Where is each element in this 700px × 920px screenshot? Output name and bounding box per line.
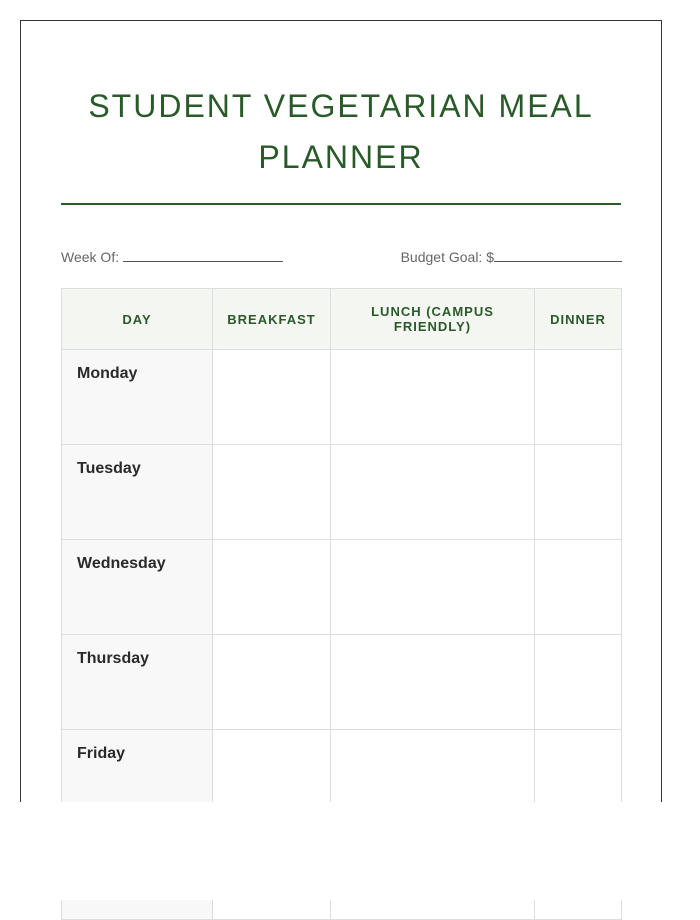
table-row <box>62 350 622 445</box>
dinner-cell[interactable] <box>535 445 622 540</box>
dinner-cell[interactable] <box>535 635 622 730</box>
week-of-field <box>61 248 283 266</box>
title-divider <box>61 203 621 205</box>
lunch-cell[interactable] <box>331 635 535 730</box>
header-breakfast: BREAKFAST <box>213 289 331 350</box>
day-cell: Tuesday <box>62 445 213 540</box>
dinner-cell[interactable] <box>535 540 622 635</box>
day-cell: Thursday <box>62 635 213 730</box>
week-of-label: Week Of: <box>61 249 120 265</box>
table-row <box>62 540 622 635</box>
table-header-row <box>62 289 622 350</box>
budget-goal-blank-line[interactable] <box>494 249 622 262</box>
week-of-blank-line[interactable] <box>123 249 283 262</box>
breakfast-cell[interactable] <box>213 350 331 445</box>
breakfast-cell[interactable] <box>213 635 331 730</box>
table-row <box>62 635 622 730</box>
header-lunch: LUNCH (CAMPUS FRIENDLY) <box>331 289 535 350</box>
dinner-cell[interactable] <box>535 350 622 445</box>
breakfast-cell[interactable] <box>213 445 331 540</box>
header-day: DAY <box>62 289 213 350</box>
meal-planner-sheet <box>20 20 662 803</box>
header-dinner: DINNER <box>535 289 622 350</box>
day-cell: Wednesday <box>62 540 213 635</box>
lunch-cell[interactable] <box>331 445 535 540</box>
page-bottom-whitespace <box>0 802 700 900</box>
page-title: STUDENT VEGETARIAN MEAL PLANNER <box>88 88 594 175</box>
lunch-cell[interactable] <box>331 540 535 635</box>
day-cell: Monday <box>62 350 213 445</box>
breakfast-cell[interactable] <box>213 540 331 635</box>
budget-goal-label: Budget Goal: $ <box>400 249 494 265</box>
day-cell: Friday <box>62 730 213 825</box>
lunch-cell[interactable] <box>331 350 535 445</box>
table-row <box>62 445 622 540</box>
budget-goal-field <box>401 248 622 266</box>
